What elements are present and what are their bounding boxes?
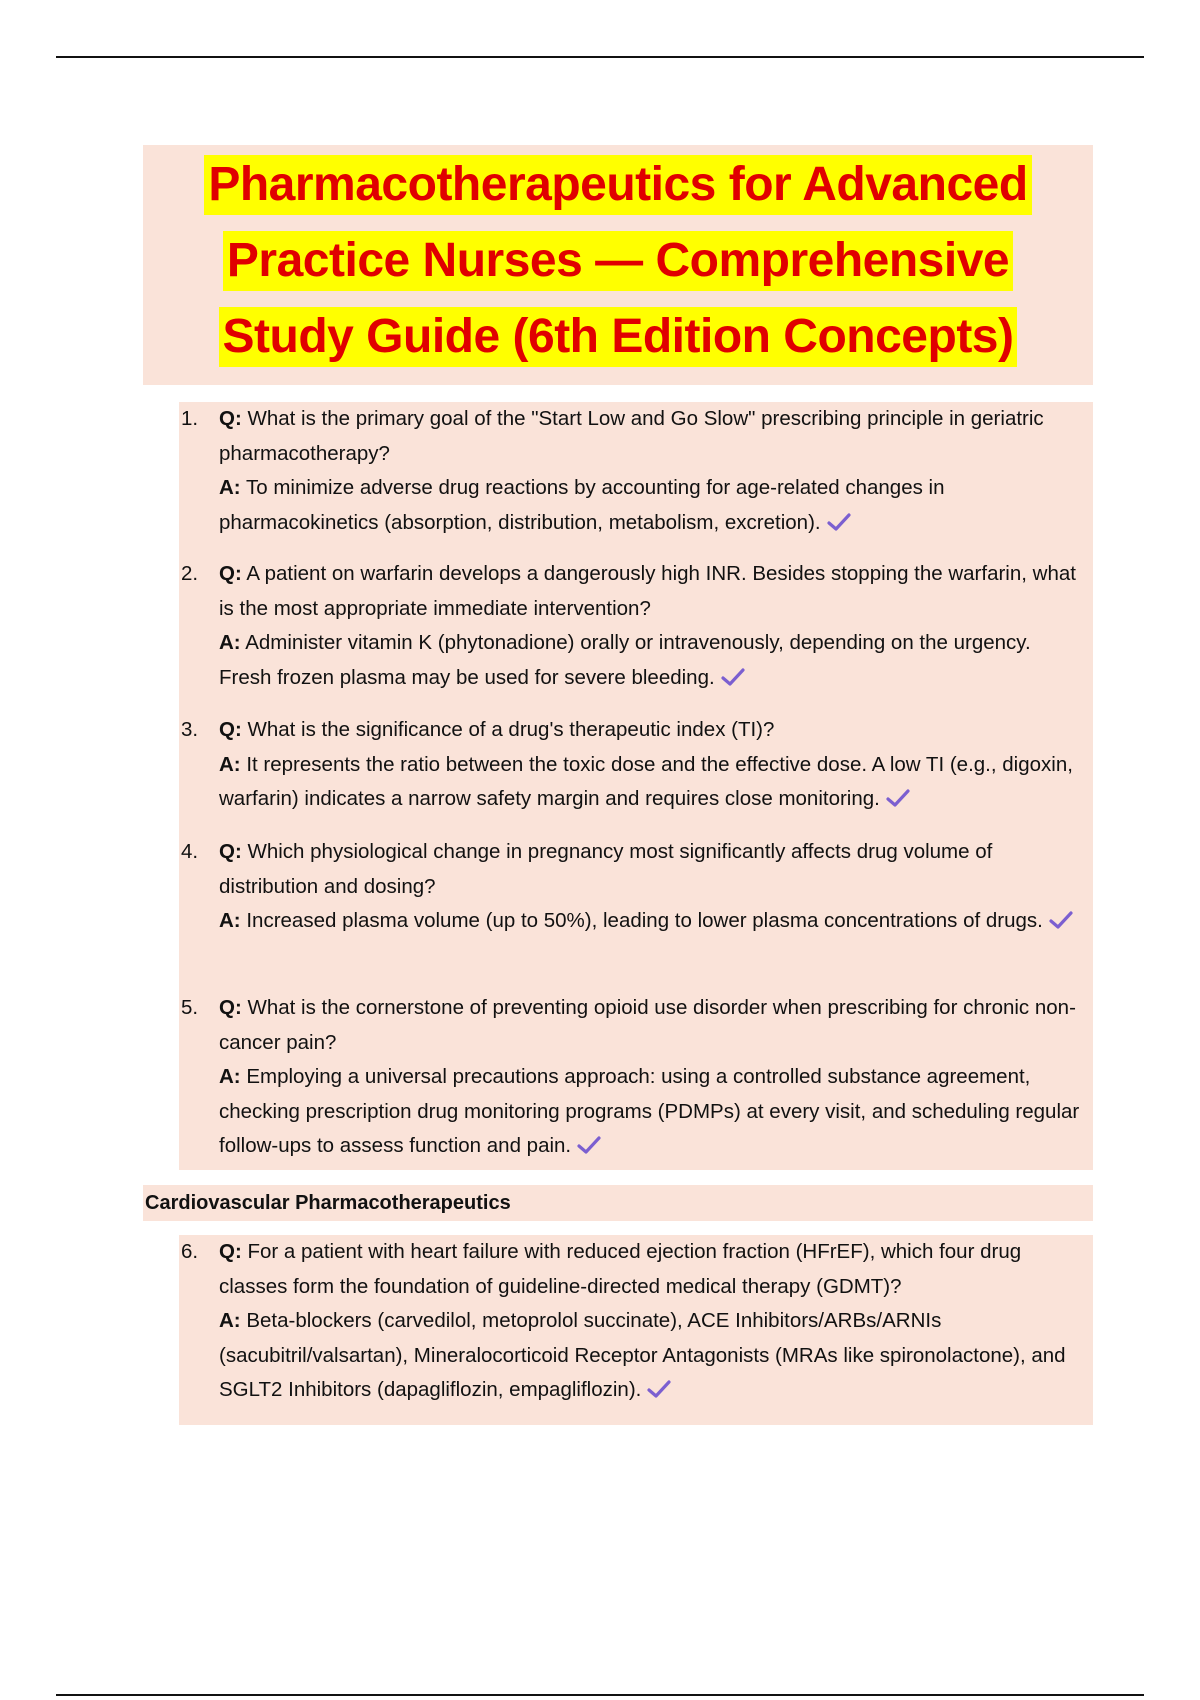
item-number: 1. (181, 407, 199, 430)
answer-text: It represents the ratio between the toxic dose and the effective dose. A low TI (e.g., digoxin, warfarin) indicates a narrow safety margin and requires close monitoring. (219, 752, 1073, 810)
checkmark-icon (827, 513, 851, 531)
q-label: Q: (219, 1240, 242, 1263)
item-number: 3. (181, 718, 199, 741)
a-label: A: (219, 752, 241, 776)
question-text: What is the significance of a drug's therapeutic index (TI)? (247, 718, 775, 741)
item-number: 2. (181, 562, 199, 585)
answer-text: Beta-blockers (carvedilol, metoprolol succinate), ACE Inhibitors/ARBs/ARNIs (sacubitril/valsartan), Mineralocorticoid Receptor Antagonists (MRAs like spironolactone), and SGLT2 Inhibitors (dapagliflozin, empagliflozin). (219, 1309, 1066, 1401)
question-text: What is the primary goal of the "Start Low and Go Slow" prescribing principle in geriatric pharmacotherapy? (219, 407, 1044, 465)
qa-list-cardiovascular (179, 1235, 1093, 1425)
top-rule (56, 56, 1144, 58)
a-label: A: (219, 1309, 241, 1332)
item-number: 4. (181, 840, 199, 863)
item-number: 5. (181, 996, 199, 1019)
a-label: A: (219, 909, 241, 932)
a-label: A: (219, 1065, 241, 1088)
answer-text: Increased plasma volume (up to 50%), leading to lower plasma concentrations of drugs. (246, 909, 1043, 932)
question-text: What is the cornerstone of preventing opioid use disorder when prescribing for chronic non-cancer pain? (219, 996, 1076, 1054)
q-label: Q: (219, 996, 242, 1019)
q-label: Q: (219, 840, 242, 863)
checkmark-icon (647, 1380, 671, 1398)
answer-text: Administer vitamin K (phytonadione) orally or intravenously, depending on the urgency. Fresh frozen plasma may be used for severe bleeding. (219, 631, 1031, 689)
item-number: 6. (181, 1240, 199, 1263)
checkmark-icon (721, 668, 745, 686)
checkmark-icon (577, 1136, 601, 1154)
question-text: For a patient with heart failure with reduced ejection fraction (HFrEF), which four drug classes form the foundation of guideline-directed medical therapy (GDMT)? (219, 1240, 1022, 1298)
a-label: A: (219, 631, 241, 654)
title-block (143, 145, 1093, 385)
bottom-rule (56, 1694, 1144, 1696)
question-text: Which physiological change in pregnancy most significantly affects drug volume of distribution and dosing? (219, 840, 993, 898)
q-label: Q: (219, 407, 242, 430)
qa-list-general (179, 402, 1093, 1170)
q-label: Q: (219, 718, 242, 741)
question-text: A patient on warfarin develops a dangerously high INR. Besides stopping the warfarin, what is the most appropriate immediate intervention? (219, 562, 1076, 620)
title-line-1: Pharmacotherapeutics for Advanced (204, 155, 1031, 215)
section-heading-cardiovascular: Cardiovascular Pharmacotherapeutics (143, 1185, 1093, 1221)
checkmark-icon (1049, 911, 1073, 929)
title-line-3: Study Guide (6th Edition Concepts) (219, 307, 1018, 367)
q-label: Q: (219, 562, 242, 585)
checkmark-icon (886, 789, 910, 807)
answer-text: To minimize adverse drug reactions by accounting for age-related changes in pharmacokinetics (absorption, distribution, metabolism, excretion). (219, 476, 945, 534)
a-label: A: (219, 476, 241, 499)
answer-text: Employing a universal precautions approach: using a controlled substance agreement, checking prescription drug monitoring programs (PDMPs) at every visit, and scheduling regular follow-ups to assess function and pain. (219, 1065, 1080, 1157)
title-line-2: Practice Nurses — Comprehensive (223, 231, 1013, 291)
